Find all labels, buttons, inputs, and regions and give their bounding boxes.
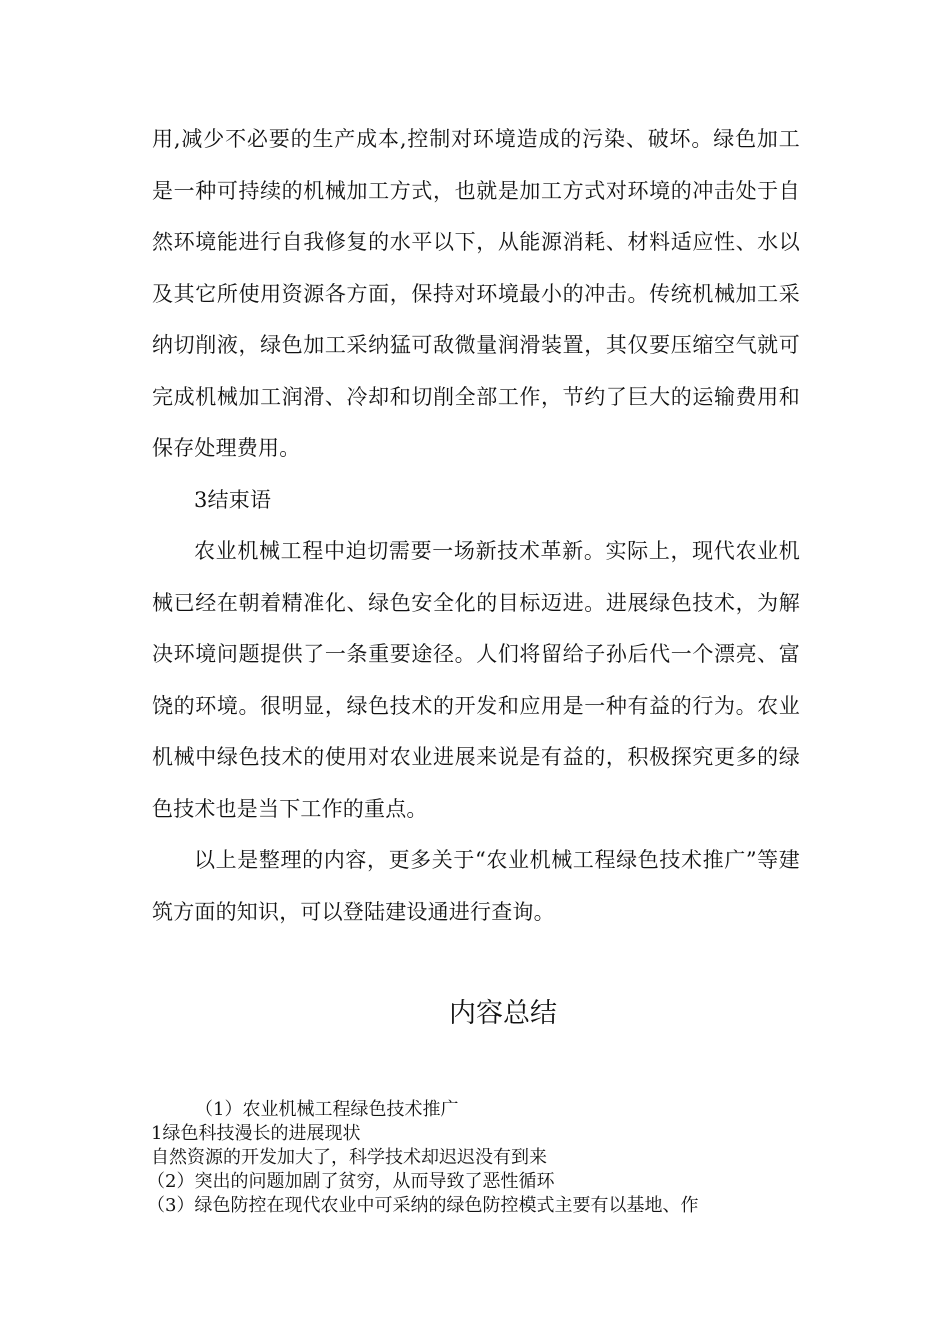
summary-item: （2）突出的问题加剧了贫穷，从而导致了恶性循环 bbox=[147, 1171, 555, 1192]
summary-item: 自然资源的开发加大了，科学技术却迟迟没有到来 bbox=[151, 1147, 547, 1168]
paragraph-green-processing: 用,减少不必要的生产成本,控制对环境造成的污染、破坏。绿色加工是一种可持续的机械加工方式，也就是加工方式对环境的冲击处于自然环境能进行自我修复的水平以下，从能源消耗、材料适应性、水以及其它所使用资源各方面，保持对环境最小的冲击。传统机械加工采纳切削液，绿色加工采纳猛可敌微量润滑装置，其仅要压缩空气就可完成机械加工润滑、冷却和切削全部工作，节约了巨大的运输费用和保存处理费用。 bbox=[152, 127, 800, 460]
paragraph-closing-note: 以上是整理的内容，更多关于“农业机械工程绿色技术推广”等建筑方面的知识，可以登陆建设通进行查询。 bbox=[152, 848, 800, 924]
summary-item: （1）农业机械工程绿色技术推广 bbox=[195, 1099, 459, 1120]
body-text bbox=[152, 114, 800, 938]
summary-item: 1绿色科技漫长的进展现状 bbox=[151, 1123, 361, 1144]
summary-item: （3）绿色防控在现代农业中可采纳的绿色防控模式主要有以基地、作 bbox=[147, 1195, 699, 1216]
summary-list bbox=[147, 1098, 851, 1218]
summary-title: 内容总结 bbox=[449, 998, 557, 1029]
paragraph-conclusion: 农业机械工程中迫切需要一场新技术革新。实际上，现代农业机械已经在朝着精准化、绿色安全化的目标迈进。进展绿色技术，为解决环境问题提供了一条重要途径。人们将留给子孙后代一个漂亮、富饶的环境。很明显，绿色技术的开发和应用是一种有益的行为。农业机械中绿色技术的使用对农业进展来说是有益的，积极探究更多的绿色技术也是当下工作的重点。 bbox=[152, 539, 800, 821]
section-heading-conclusion: 3结束语 bbox=[194, 487, 272, 512]
